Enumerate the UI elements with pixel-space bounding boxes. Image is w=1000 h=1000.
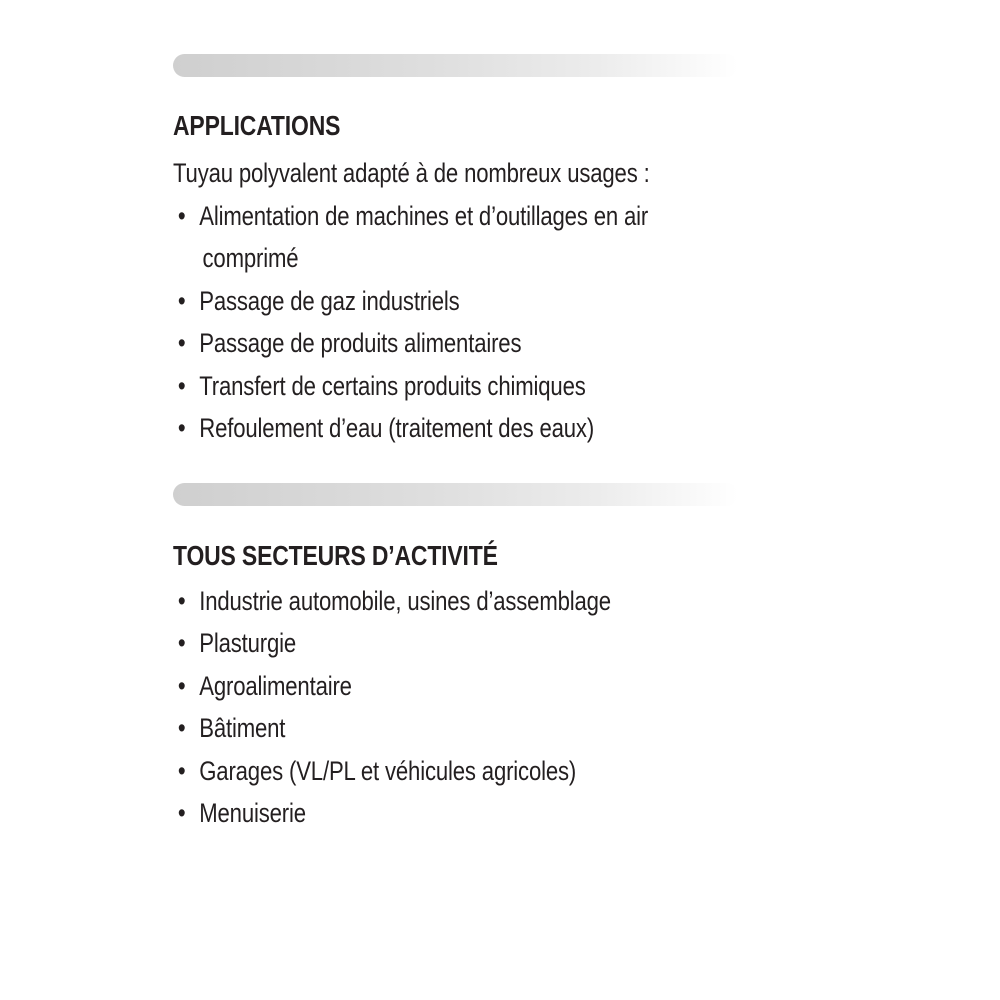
bullet-icon: • <box>177 370 186 401</box>
list-item <box>173 195 665 280</box>
list-item-text: Alimentation de machines et d’outillages en air <box>199 200 649 231</box>
bullet-icon: • <box>177 200 186 231</box>
section-divider-bar <box>173 54 738 77</box>
list-item <box>173 622 665 665</box>
list-item <box>173 322 665 365</box>
list-item-text: Passage de produits alimentaires <box>199 328 522 358</box>
list-item-text: Transfert de certains produits chimiques <box>199 370 586 401</box>
list-item-text: Garages (VL/PL et véhicules agricoles) <box>199 755 577 786</box>
list-item-text: Plasturgie <box>199 628 297 658</box>
list-item-text: Industrie automobile, usines d’assemblage <box>199 585 611 616</box>
list-item-text-continued: comprimé <box>202 243 299 273</box>
list-item <box>173 280 665 323</box>
sectors-heading: TOUS SECTEURS D’ACTIVITÉ <box>173 539 498 571</box>
bullet-icon: • <box>177 628 186 658</box>
list-item-text: Agroalimentaire <box>199 670 352 701</box>
list-item <box>173 407 665 450</box>
bullet-icon: • <box>177 585 186 616</box>
list-item <box>173 792 665 835</box>
applications-intro: Tuyau polyvalent adapté à de nombreux usages : <box>173 158 650 188</box>
list-item <box>173 750 665 793</box>
list-item-text: Bâtiment <box>199 713 286 743</box>
list-item-text: Refoulement d’eau (traitement des eaux) <box>199 413 595 443</box>
bullet-icon: • <box>177 713 186 743</box>
section-divider-bar <box>173 483 738 506</box>
list-item-text: Passage de gaz industriels <box>199 285 460 316</box>
bullet-icon: • <box>177 413 186 443</box>
list-item <box>173 707 665 750</box>
list-item-text: Menuiserie <box>199 798 306 828</box>
document-page <box>173 0 773 835</box>
bullet-icon: • <box>177 328 186 358</box>
sectors-list <box>173 580 773 835</box>
bullet-icon: • <box>177 798 186 828</box>
list-item <box>173 665 665 708</box>
list-item <box>173 365 665 408</box>
applications-list <box>173 195 773 450</box>
applications-heading: APPLICATIONS <box>173 110 341 141</box>
bullet-icon: • <box>177 670 186 701</box>
bullet-icon: • <box>177 285 186 316</box>
list-item <box>173 580 665 623</box>
bullet-icon: • <box>177 755 186 786</box>
